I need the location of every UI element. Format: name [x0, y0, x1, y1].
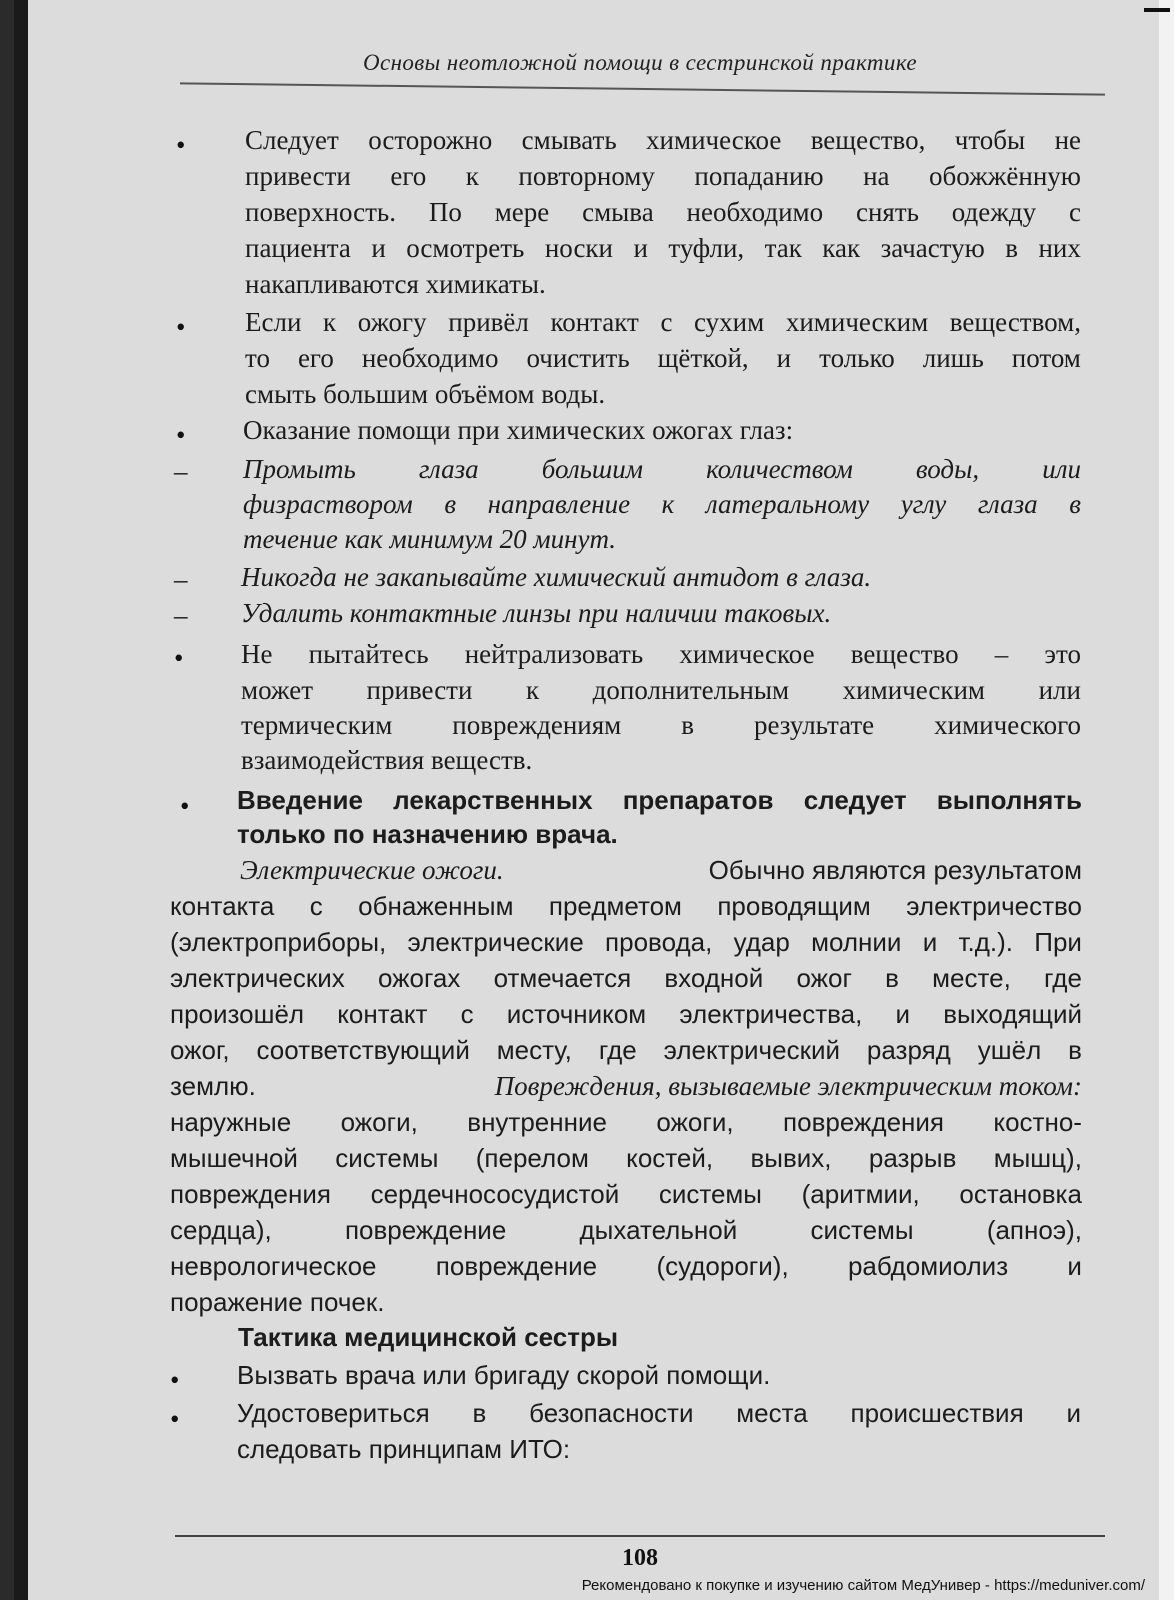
- text-line: [170, 889, 1082, 923]
- word: смывать: [521, 125, 617, 155]
- running-header: Основы неотложной помощи в сестринской практике: [362, 50, 918, 75]
- word: выполнять: [936, 785, 1082, 815]
- word: привести: [366, 675, 473, 705]
- text-line: [170, 1033, 1082, 1067]
- word: ожог,: [170, 1035, 230, 1065]
- word: разряд: [866, 1035, 951, 1065]
- word: (перелом: [475, 1143, 589, 1173]
- word: термическим: [241, 710, 393, 740]
- word: и: [1067, 1251, 1082, 1281]
- word: источником: [506, 999, 647, 1029]
- text-run: Обычно являются результатом: [708, 855, 1082, 885]
- text-line: только по назначению врача.: [237, 819, 618, 849]
- text-line: Вызвать врача или бригаду скорой помощи.: [237, 1360, 771, 1390]
- word: на: [863, 161, 890, 191]
- word: происшествия: [850, 1398, 1024, 1428]
- word: необходимо: [686, 197, 824, 227]
- text-line: [170, 1141, 1082, 1175]
- text-line: [245, 195, 1081, 229]
- text-line: Удалить контактные линзы при наличии таковых.: [241, 598, 832, 628]
- word: повреждение: [344, 1215, 507, 1245]
- text-line: [170, 1105, 1082, 1139]
- word: дыхательной: [579, 1215, 738, 1245]
- footer-rule: [175, 1535, 1105, 1537]
- word: щёткой,: [657, 343, 749, 373]
- word: с: [309, 891, 323, 921]
- word: контакт: [550, 307, 639, 337]
- word: препаратов: [622, 785, 774, 815]
- word: костей,: [626, 1143, 714, 1173]
- text-line: [245, 231, 1081, 265]
- word: химическое: [679, 639, 815, 669]
- text-line: течение как минимум 20 минут.: [243, 524, 617, 554]
- word: системы: [810, 1215, 914, 1245]
- word: При: [1034, 927, 1082, 957]
- mixed-line: [170, 1069, 1082, 1103]
- word: безопасности: [529, 1398, 694, 1428]
- word: повреждениям: [452, 710, 622, 740]
- word: где: [1043, 963, 1082, 993]
- dash-marker: –: [174, 564, 188, 594]
- word: осмотреть: [406, 233, 525, 263]
- bullet-marker: •: [176, 420, 186, 450]
- word: вещество,: [810, 125, 926, 155]
- word: контакта: [170, 891, 275, 921]
- word: не: [1054, 125, 1081, 155]
- word: электричество: [906, 891, 1082, 921]
- word: сердечнососудистой: [370, 1179, 620, 1209]
- word: чтобы: [954, 125, 1026, 155]
- word: (апноэ),: [986, 1215, 1082, 1245]
- word: зачастую: [880, 233, 985, 263]
- word: туфли,: [668, 233, 745, 263]
- italic-run: Повреждения, вызываемые электрическим током:: [494, 1071, 1082, 1101]
- word: повреждения: [170, 1179, 331, 1209]
- word: Введение: [237, 785, 363, 815]
- text-line: накапливаются химикаты.: [245, 269, 546, 299]
- word: привёл: [448, 307, 529, 337]
- text-line: [245, 123, 1081, 157]
- word: Если: [245, 307, 302, 337]
- word: и: [922, 927, 938, 957]
- word: отмечается: [493, 963, 632, 993]
- text-line: Оказание помощи при химических ожогах глаз:: [243, 415, 794, 445]
- word: электрических: [170, 963, 345, 993]
- word: то: [245, 343, 270, 373]
- bullet-marker: •: [180, 791, 190, 821]
- word: пытайтесь: [308, 639, 429, 669]
- word: смыва: [582, 197, 654, 227]
- word: и: [1066, 1398, 1081, 1428]
- text-line: [170, 997, 1082, 1031]
- word: к: [465, 161, 479, 191]
- bullet-marker: •: [170, 1365, 180, 1395]
- word: осторожно: [368, 125, 493, 155]
- word: костно-: [993, 1107, 1082, 1137]
- section-heading: Тактика медицинской сестры: [238, 1322, 619, 1352]
- text-line: следовать принципам ИТО:: [237, 1434, 571, 1464]
- text-line: поражение почек.: [170, 1287, 385, 1317]
- word: рабдомиолиз: [847, 1251, 1009, 1281]
- word: проводящим: [717, 891, 871, 921]
- word: удар: [733, 927, 790, 957]
- word: электрические: [407, 927, 584, 957]
- text-line: [243, 452, 1081, 486]
- word: в: [681, 710, 694, 740]
- word: обнаженным: [358, 891, 514, 921]
- word: нейтрализовать: [464, 639, 644, 669]
- dash-marker: –: [174, 600, 188, 630]
- corner-mark: [1144, 8, 1170, 12]
- word: вывих,: [750, 1143, 832, 1173]
- word: поверхность.: [245, 197, 396, 227]
- word: сердца),: [170, 1215, 272, 1245]
- word: и: [776, 343, 792, 373]
- word: латеральному: [705, 489, 870, 519]
- bullet-marker: •: [170, 1404, 180, 1434]
- text-line: [241, 637, 1081, 671]
- word: следует: [803, 785, 907, 815]
- text-line: [170, 1249, 1082, 1283]
- text-line: [237, 1396, 1081, 1430]
- word: к: [661, 489, 675, 519]
- text-line: [170, 1177, 1082, 1211]
- text-line: [243, 487, 1081, 521]
- word: как: [822, 233, 861, 263]
- word: одежду: [951, 197, 1037, 227]
- dash-marker: –: [174, 456, 188, 486]
- text-run: землю.: [170, 1071, 256, 1101]
- word: так: [764, 233, 802, 263]
- word: ожогу: [357, 307, 427, 337]
- word: ушёл: [977, 1035, 1042, 1065]
- word: Не: [241, 639, 273, 669]
- word: химическое: [646, 125, 782, 155]
- word: ожоги,: [656, 1107, 734, 1137]
- word: остановка: [959, 1179, 1082, 1209]
- word: предметом: [548, 891, 682, 921]
- word: (судороги),: [656, 1251, 789, 1281]
- word: к: [323, 307, 337, 337]
- word: химического: [934, 710, 1081, 740]
- word: системы: [335, 1143, 439, 1173]
- text-line: смыть большим объёмом воды.: [245, 379, 606, 409]
- word: места: [736, 1398, 808, 1428]
- word: с: [1068, 197, 1081, 227]
- word: в: [1005, 233, 1018, 263]
- word: может: [241, 675, 313, 705]
- word: вещество: [850, 639, 959, 669]
- word: в: [885, 963, 899, 993]
- text-line: взаимодействия веществ.: [241, 745, 533, 775]
- word: мере: [494, 197, 550, 227]
- word: ожогах: [377, 963, 461, 993]
- text-line: [245, 341, 1081, 375]
- word: количеством: [706, 454, 853, 484]
- word: потом: [1011, 343, 1081, 373]
- word: результате: [753, 710, 875, 740]
- word: электричества,: [679, 999, 863, 1029]
- word: в: [472, 1398, 487, 1428]
- word: внутренние: [467, 1107, 607, 1137]
- word: входной: [664, 963, 764, 993]
- word: попаданию: [694, 161, 824, 191]
- word: в: [1068, 1035, 1082, 1065]
- word: только: [819, 343, 895, 373]
- word: мышц),: [993, 1143, 1082, 1173]
- text-line: [245, 159, 1081, 193]
- page-edge: [1159, 0, 1174, 1600]
- word: электрический: [663, 1035, 840, 1065]
- page-number: 108: [622, 1545, 658, 1571]
- word: молнии: [811, 927, 902, 957]
- word: пациента: [245, 233, 351, 263]
- word: воды,: [915, 454, 980, 484]
- word: очистить: [526, 343, 630, 373]
- word: (электроприборы,: [170, 927, 387, 957]
- text-line: [237, 783, 1082, 817]
- text-line: [170, 925, 1082, 959]
- word: физраствором: [243, 489, 413, 519]
- word: направление: [487, 489, 631, 519]
- word: соответствующий: [256, 1035, 470, 1065]
- text-line: [170, 1213, 1082, 1247]
- word: или: [1042, 454, 1081, 484]
- text-line: [245, 305, 1081, 339]
- word: (аритмии,: [801, 1179, 920, 1209]
- word: и: [895, 999, 911, 1029]
- word: месту,: [496, 1035, 572, 1065]
- word: Удостовериться: [237, 1398, 430, 1428]
- text-line: [241, 708, 1081, 742]
- word: По: [428, 197, 462, 227]
- text-line: [170, 961, 1082, 995]
- word: это: [1044, 639, 1081, 669]
- word: разрыв: [868, 1143, 957, 1173]
- word: где: [598, 1035, 637, 1065]
- word: химическим: [785, 307, 929, 337]
- word: веществом,: [949, 307, 1081, 337]
- word: его: [297, 343, 334, 373]
- word: них: [1038, 233, 1081, 263]
- bullet-marker: •: [176, 130, 186, 160]
- word: лекарственных: [393, 785, 593, 815]
- word: –: [994, 639, 1009, 669]
- word: сухим: [694, 307, 765, 337]
- word: и: [371, 233, 386, 263]
- word: месте,: [932, 963, 1011, 993]
- word: носки: [544, 233, 614, 263]
- bullet-marker: •: [176, 312, 186, 342]
- word: к: [525, 675, 540, 705]
- word: привести: [245, 161, 351, 191]
- word: повреждения: [783, 1107, 945, 1137]
- word: произошёл: [170, 999, 305, 1029]
- word: Следует: [245, 125, 339, 155]
- word: углу: [900, 489, 947, 519]
- word: мышечной: [170, 1143, 298, 1173]
- word: в: [444, 489, 457, 519]
- italic-run: Электрические ожоги.: [240, 855, 504, 885]
- book-binding-shadow: [14, 0, 28, 1600]
- word: в: [1069, 489, 1081, 519]
- word: дополнительным: [592, 675, 790, 705]
- bullet-marker: •: [174, 643, 184, 673]
- word: провода,: [605, 927, 713, 957]
- word: лишь: [922, 343, 984, 373]
- text-line: Никогда не закапывайте химический антидот в глаза.: [241, 562, 872, 592]
- word: обожжённую: [929, 161, 1081, 191]
- word: наружные: [170, 1107, 292, 1137]
- word: системы: [658, 1179, 762, 1209]
- word: и: [633, 233, 648, 263]
- word: неврологическое: [170, 1251, 377, 1281]
- word: выходящий: [943, 999, 1082, 1029]
- word: повреждение: [435, 1251, 598, 1281]
- word: контакт: [337, 999, 428, 1029]
- word: необходимо: [361, 343, 499, 373]
- word: повторному: [518, 161, 655, 191]
- word: глаза: [977, 489, 1038, 519]
- word: с: [660, 307, 673, 337]
- word: с: [460, 999, 474, 1029]
- word: ожог: [796, 963, 852, 993]
- paragraph-lead-line: [240, 853, 1082, 887]
- watermark-text: Рекомендовано к покупке и изучению сайтом МедУнивер - https://meduniver.com/: [581, 1577, 1145, 1594]
- word: Промыть: [243, 454, 356, 484]
- word: большим: [541, 454, 643, 484]
- word: т.д.).: [958, 927, 1014, 957]
- text-line: [241, 673, 1081, 707]
- word: снять: [855, 197, 919, 227]
- word: глаза: [418, 454, 479, 484]
- word: или: [1038, 675, 1081, 705]
- word: его: [390, 161, 427, 191]
- word: химическим: [842, 675, 986, 705]
- word: ожоги,: [340, 1107, 418, 1137]
